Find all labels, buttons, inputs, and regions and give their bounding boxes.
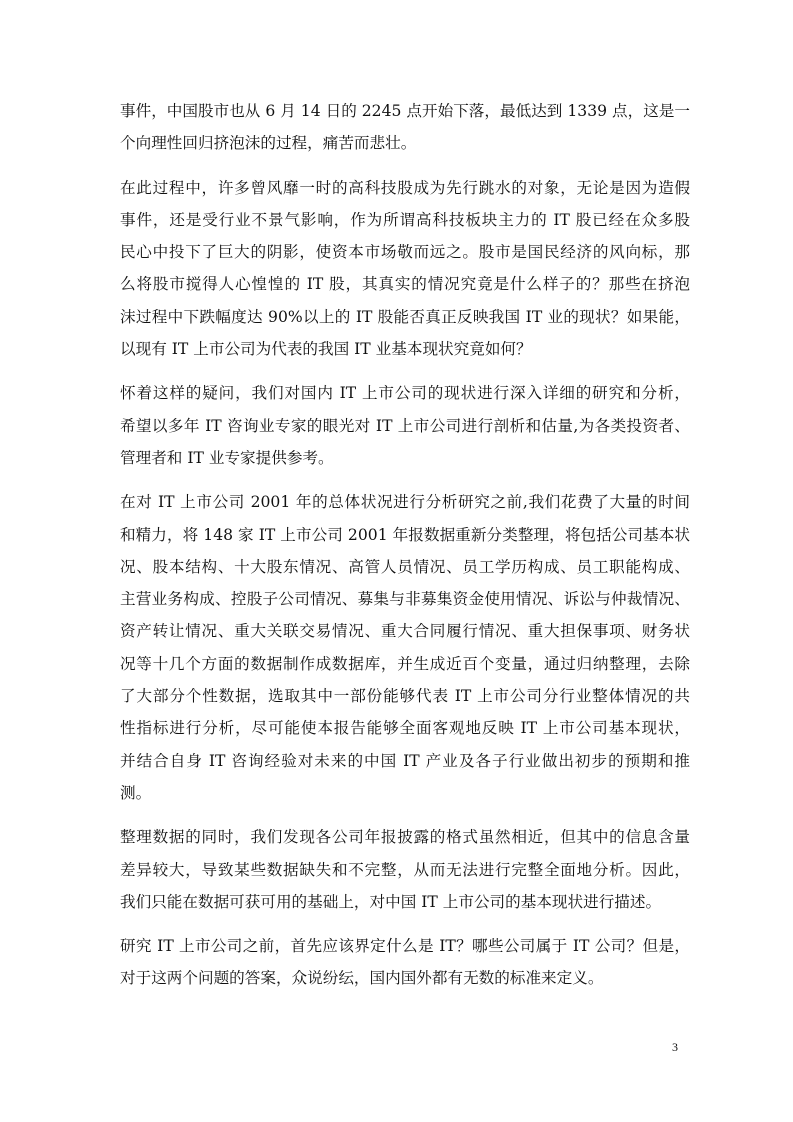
page-number: 3: [672, 1040, 678, 1054]
paragraph: [120, 95, 690, 160]
document-body: [120, 95, 690, 1007]
text-line: 沫过程中下跌幅度达 90%以上的 IT 股能否真正反映我国 IT 业的现状？如果能，: [120, 307, 690, 326]
text-line: 我们只能在数据可获可用的基础上，对中国 IT 上市公司的基本现状进行描述。: [120, 892, 662, 911]
paragraph: [120, 486, 690, 809]
text-line: 在对 IT 上市公司 2001 年的总体状况进行分析研究之前,我们花费了大量的时间: [120, 493, 690, 512]
text-line: 在此过程中，许多曾风靡一时的高科技股成为先行跳水的对象，无论是因为造假: [120, 178, 690, 197]
text-line: 事件，还是受行业不景气影响，作为所谓高科技板块主力的 IT 股已经在众多股: [120, 210, 690, 229]
text-line: 主营业务构成、控股子公司情况、募集与非募集资金使用情况、诉讼与仲裁情况、: [120, 590, 690, 609]
text-line: 希望以多年 IT 咨询业专家的眼光对 IT 上市公司进行剖析和估量,为各类投资者、: [120, 416, 690, 435]
text-line: 性指标进行分析，尽可能使本报告能够全面客观地反映 IT 上市公司基本现状，: [120, 719, 690, 738]
text-line: 资产转让情况、重大关联交易情况、重大合同履行情况、重大担保事项、财务状: [120, 622, 690, 641]
text-line: 么将股市搅得人心惶惶的 IT 股，其真实的情况究竟是什么样子的？那些在挤泡: [120, 275, 690, 294]
paragraph: [120, 930, 690, 995]
text-line: 个向理性回归挤泡沫的过程，痛苦而悲壮。: [120, 134, 417, 153]
paragraph: [120, 821, 690, 918]
text-line: 民心中投下了巨大的阴影，使资本市场敬而远之。股市是国民经济的风向标，那: [120, 243, 690, 262]
text-line: 整理数据的同时，我们发现各公司年报披露的格式虽然相近，但其中的信息含量: [120, 828, 690, 847]
text-line: 研究 IT 上市公司之前，首先应该界定什么是 IT？哪些公司属于 IT 公司？但是，: [120, 937, 690, 956]
text-line: 况、股本结构、十大股东情况、高管人员情况、员工学历构成、员工职能构成、: [120, 557, 690, 576]
text-line: 对于这两个问题的答案，众说纷纭，国内国外都有无数的标准来定义。: [120, 969, 604, 988]
text-line: 差异较大，导致某些数据缺失和不完整，从而无法进行完整全面地分析。因此，: [120, 860, 690, 879]
text-line: 和精力，将 148 家 IT 上市公司 2001 年报数据重新分类整理，将包括公司基本状: [120, 525, 690, 544]
text-line: 管理者和 IT 业专家提供参考。: [120, 448, 334, 467]
paragraph: [120, 172, 690, 366]
text-line: 测。: [120, 783, 152, 802]
text-line: 了大部分个性数据，选取其中一部份能够代表 IT 上市公司分行业整体情况的共: [120, 687, 690, 706]
paragraph: [120, 377, 690, 474]
text-line: 以现有 IT 上市公司为代表的我国 IT 业基本现状究竟如何？: [120, 340, 532, 359]
text-line: 事件，中国股市也从 6 月 14 日的 2245 点开始下落，最低达到 1339 点，这是一: [120, 102, 690, 120]
text-line: 怀着这样的疑问，我们对国内 IT 上市公司的现状进行深入详细的研究和分析，: [120, 384, 690, 403]
text-line: 况等十几个方面的数据制作成数据库，并生成近百个变量，通过归纳整理，去除: [120, 654, 690, 673]
text-line: 并结合自身 IT 咨询经验对未来的中国 IT 产业及各子行业做出初步的预期和推: [120, 751, 690, 770]
